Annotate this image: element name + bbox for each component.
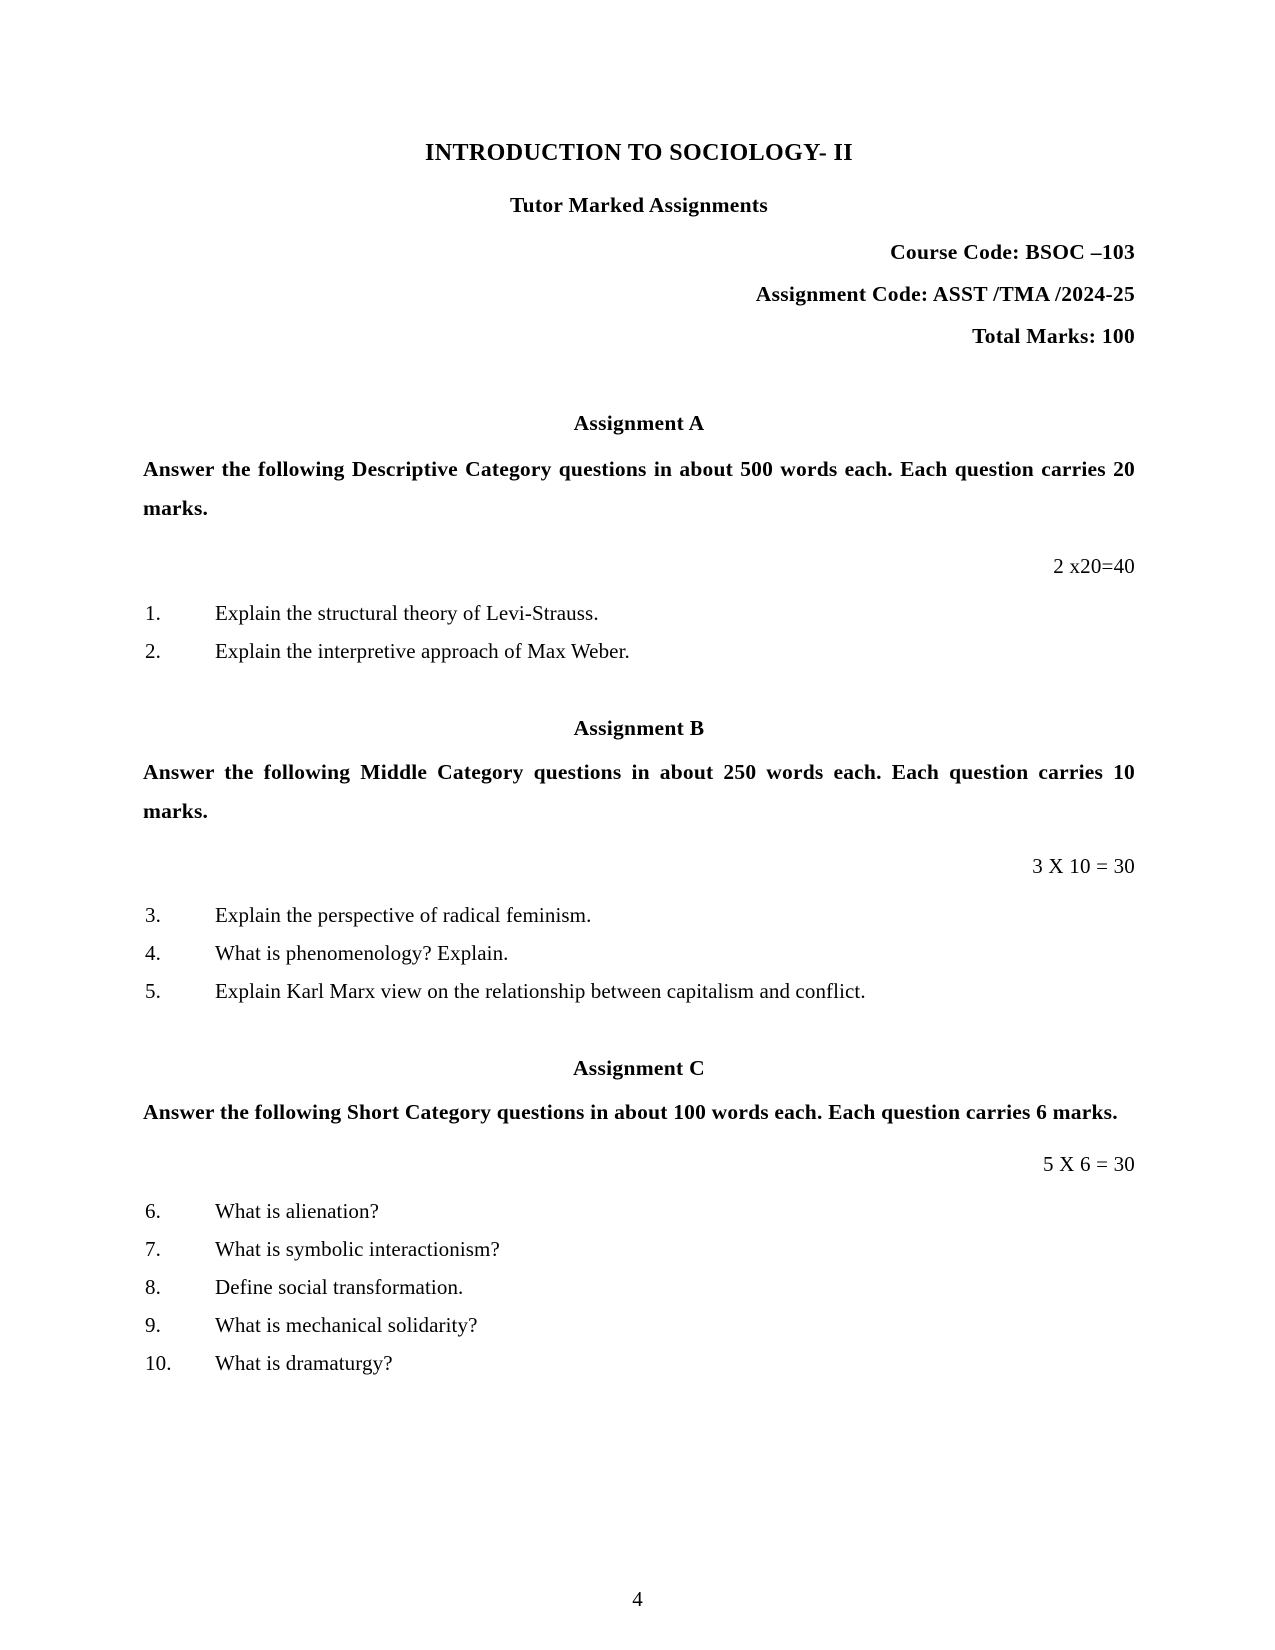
question-text: What is phenomenology? Explain. <box>215 940 509 965</box>
question-list-b <box>143 902 1135 1003</box>
question-number: 3. <box>145 902 161 927</box>
section-instruction-a: Answer the following Descriptive Category questions in about 500 words each. Each question carries 20 marks. <box>143 457 1135 521</box>
question-number: 4. <box>145 940 161 965</box>
question-text: Explain Karl Marx view on the relationship between capitalism and conflict. <box>215 978 866 1003</box>
question-number: 2. <box>145 639 161 664</box>
total-marks: Total Marks: 100 <box>972 324 1135 348</box>
question-number: 8. <box>145 1274 161 1299</box>
question-number: 10. <box>145 1350 172 1375</box>
page-subtitle: Tutor Marked Assignments <box>509 193 769 217</box>
question-list-a <box>143 603 1135 662</box>
list-item <box>143 1350 1135 1375</box>
course-code: Course Code: BSOC –103 <box>890 240 1135 264</box>
question-number: 9. <box>145 1312 161 1337</box>
course-meta-block <box>143 240 1135 349</box>
list-item <box>143 978 1135 1003</box>
section-instruction-b: Answer the following Middle Category questions in about 250 words each. Each question carries 10 marks. <box>143 760 1135 824</box>
question-text: Define social transformation. <box>215 1274 464 1299</box>
section-heading-c: Assignment C <box>572 1055 705 1080</box>
section-marks-c: 5 X 6 = 30 <box>1042 1151 1135 1176</box>
list-item <box>143 1312 1135 1337</box>
list-item <box>143 902 1135 927</box>
question-number: 6. <box>145 1198 161 1223</box>
list-item <box>143 603 1135 624</box>
list-item <box>143 940 1135 965</box>
question-number: 7. <box>145 1236 161 1261</box>
question-number: 5. <box>145 978 161 1003</box>
section-marks-a: 2 x20=40 <box>1053 554 1135 579</box>
question-text: What is symbolic interactionism? <box>215 1236 500 1261</box>
question-text: What is dramaturgy? <box>215 1350 393 1375</box>
question-text: What is mechanical solidarity? <box>215 1312 478 1337</box>
section-heading-b: Assignment B <box>573 716 705 741</box>
question-number: 1. <box>145 601 161 626</box>
page-title: INTRODUCTION TO SOCIOLOGY- II <box>425 140 853 166</box>
section-instruction-c: Answer the following Short Category questions in about 100 words each. Each question carries 6 marks. <box>143 1099 1118 1124</box>
question-text: Explain the structural theory of Levi-Strauss. <box>215 601 599 626</box>
page-number: 4 <box>632 1587 643 1611</box>
section-marks-b: 3 X 10 = 30 <box>1032 853 1135 878</box>
list-item <box>143 1236 1135 1261</box>
question-text: What is alienation? <box>215 1198 380 1223</box>
list-item <box>143 1198 1135 1223</box>
question-text: Explain the interpretive approach of Max Weber. <box>215 639 630 664</box>
section-heading-a: Assignment A <box>573 411 705 435</box>
assignment-code: Assignment Code: ASST /TMA /2024-25 <box>755 282 1135 306</box>
list-item <box>143 641 1135 662</box>
question-list-c <box>143 1198 1135 1375</box>
question-text: Explain the perspective of radical feminism. <box>215 902 592 927</box>
list-item <box>143 1274 1135 1299</box>
